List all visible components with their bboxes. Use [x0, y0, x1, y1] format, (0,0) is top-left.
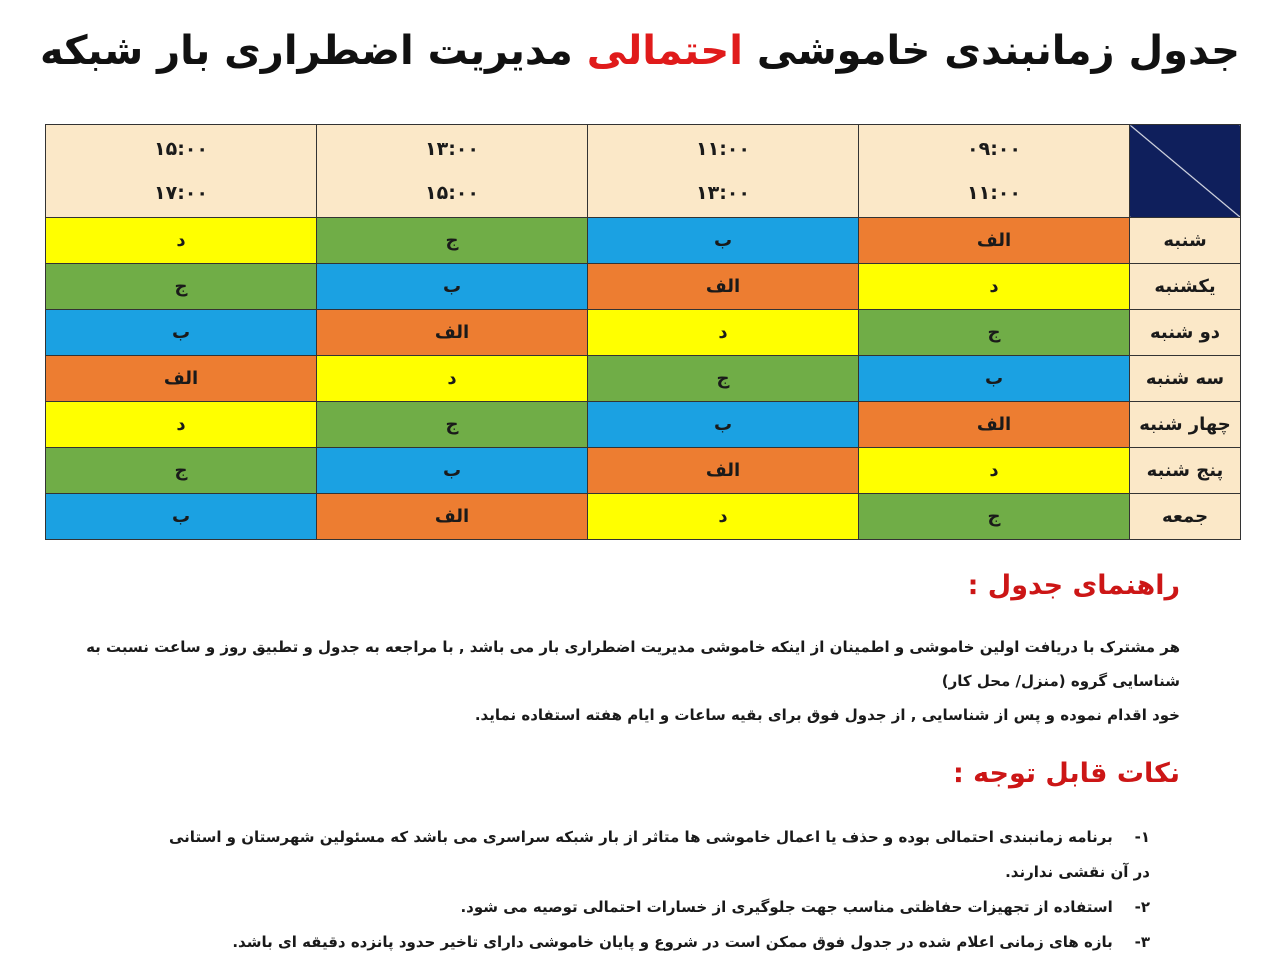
- note-number: ۳-: [1134, 933, 1150, 951]
- timeslot-from: ۱۵:۰۰: [154, 138, 208, 160]
- title-part1: جدول زمانبندی خاموشی: [742, 28, 1240, 74]
- group-cell: ج: [317, 402, 588, 448]
- day-label: یکشنبه: [1130, 264, 1241, 310]
- timeslot-to: ۱۱:۰۰: [967, 182, 1021, 204]
- group-cell: ب: [588, 402, 859, 448]
- day-row: [46, 264, 1241, 310]
- note-text: برنامه زمانبندی احتمالی بوده و حذف یا اعمال خاموشی ها متاثر از بار شبکه سراسری می باشد که مسئولین شهرستان و استانی در آن نقشی ندارند.: [169, 828, 1150, 881]
- note-item: [150, 890, 1150, 925]
- group-cell: ب: [317, 264, 588, 310]
- group-cell: الف: [317, 310, 588, 356]
- guide-paragraph: [40, 630, 1180, 732]
- day-label: سه شنبه: [1130, 356, 1241, 402]
- timeslot-from: ۰۹:۰۰: [967, 138, 1021, 160]
- group-cell: ب: [317, 448, 588, 494]
- group-cell: د: [859, 448, 1130, 494]
- notes-heading: نکات قابل توجه :: [952, 758, 1180, 789]
- day-label: چهار شنبه: [1130, 402, 1241, 448]
- group-cell: د: [859, 264, 1130, 310]
- guide-heading: راهنمای جدول :: [967, 570, 1180, 601]
- note-text: بازه های زمانی اعلام شده در جدول فوق ممکن است در شروع و پایان خاموشی دارای تاخیر حدود پانزده دقیقه ای باشد.: [232, 933, 1113, 951]
- note-item: [150, 925, 1150, 960]
- timeslot-from: ۱۱:۰۰: [696, 138, 750, 160]
- group-cell: د: [588, 310, 859, 356]
- group-cell: ج: [859, 310, 1130, 356]
- note-item: [150, 820, 1150, 890]
- group-cell: ج: [46, 448, 317, 494]
- day-row: [46, 356, 1241, 402]
- guide-line: خود اقدام نموده و پس از شناسایی , از جدول فوق برای بقیه ساعات و ایام هفته استفاده نماید.: [474, 706, 1180, 724]
- guide-line: هر مشترک با دریافت اولین خاموشی و اطمینان از اینکه خاموشی مدیریت اضطراری بار می باشد , با مراجعه به جدول و تطبیق روز و ساعت نسبت به شناسایی گروه (منزل/ محل کار): [86, 638, 1180, 690]
- timeslot-from: ۱۳:۰۰: [425, 138, 479, 160]
- group-cell: الف: [859, 402, 1130, 448]
- timeslot-to: ۱۵:۰۰: [425, 182, 479, 204]
- group-cell: ج: [317, 218, 588, 264]
- day-label: شنبه: [1130, 218, 1241, 264]
- group-cell: ج: [46, 264, 317, 310]
- timeslot-header: [46, 125, 317, 218]
- group-cell: د: [46, 402, 317, 448]
- group-cell: ب: [46, 494, 317, 540]
- schedule-table: [45, 124, 1241, 540]
- group-cell: الف: [317, 494, 588, 540]
- day-label: جمعه: [1130, 494, 1241, 540]
- note-number: ۱-: [1134, 828, 1150, 846]
- group-cell: د: [588, 494, 859, 540]
- group-cell: الف: [46, 356, 317, 402]
- day-label: پنج شنبه: [1130, 448, 1241, 494]
- day-row: [46, 448, 1241, 494]
- group-cell: الف: [588, 448, 859, 494]
- group-cell: ب: [859, 356, 1130, 402]
- group-cell: د: [317, 356, 588, 402]
- timeslot-to: ۱۷:۰۰: [154, 182, 208, 204]
- group-cell: الف: [859, 218, 1130, 264]
- group-cell: د: [46, 218, 317, 264]
- timeslot-to: ۱۳:۰۰: [696, 182, 750, 204]
- day-row: [46, 310, 1241, 356]
- day-label: دو شنبه: [1130, 310, 1241, 356]
- group-cell: ج: [588, 356, 859, 402]
- group-cell: ج: [859, 494, 1130, 540]
- title-highlight: احتمالی: [586, 28, 743, 74]
- group-cell: الف: [588, 264, 859, 310]
- note-number: ۲-: [1134, 898, 1150, 916]
- timeslot-header: [317, 125, 588, 218]
- timeslot-header: [859, 125, 1130, 218]
- timeslot-header: [588, 125, 859, 218]
- day-row: [46, 218, 1241, 264]
- group-cell: ب: [588, 218, 859, 264]
- page-title: [40, 28, 1240, 74]
- notes-list: [150, 820, 1150, 960]
- header-row: [46, 125, 1241, 218]
- day-row: [46, 402, 1241, 448]
- corner-cell: [1130, 125, 1241, 218]
- note-text: استفاده از تجهیزات حفاظتی مناسب جهت جلوگیری از خسارات احتمالی توصیه می شود.: [460, 898, 1113, 916]
- title-part2: مدیریت اضطراری بار شبکه: [40, 28, 587, 74]
- group-cell: ب: [46, 310, 317, 356]
- day-row: [46, 494, 1241, 540]
